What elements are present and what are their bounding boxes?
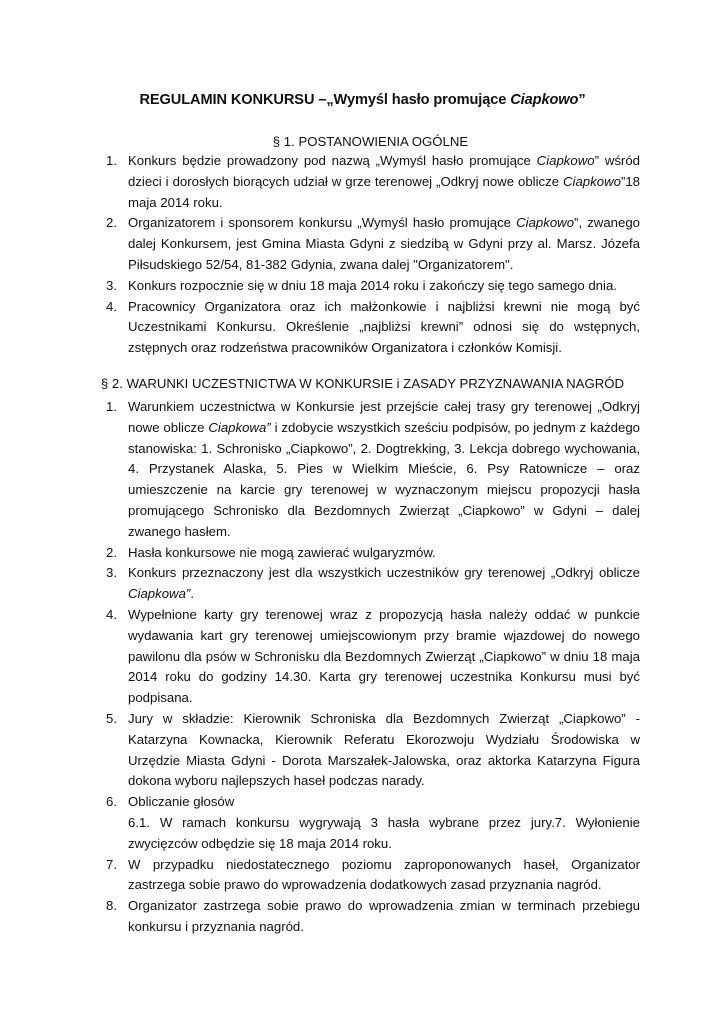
item-text: Konkurs przeznaczony jest dla wszystkich uczestników gry terenowej „Odkryj oblicze <box>128 565 640 581</box>
item-text: Jury w składzie: Kierownik Schroniska dla Bezdomnych Zwierząt „Ciapkowo” - Katarzyna Kownacka, Kierownik Referatu Ekorozwoju Wydziału Środowiska w Urzędzie Miasta Gdyni - Dorota Marszałek-Jalowska, oraz aktorka Katarzyna Figura dokona wyboru najlepszych haseł podczas narady. <box>128 710 640 789</box>
item-text: Hasła konkursowe nie mogą zawierać wulgaryzmów. <box>128 544 436 560</box>
item-text: Konkurs rozpocznie się w dniu 18 maja 2014 roku i zakończy się tego samego dnia. <box>128 277 617 293</box>
item-number: 4. <box>106 606 117 622</box>
item-text: . <box>190 586 194 602</box>
item-italic: Ciapkowa” <box>128 586 191 602</box>
list-item <box>106 792 640 854</box>
item-text: Warunkiem uczestnictwa w Konkursie jest przejście całej trasy gry terenowej „Odkryj nowe oblicze <box>128 399 640 435</box>
list-item <box>106 896 640 938</box>
item-italic: Ciapkowo <box>516 215 575 231</box>
item-number: 6. <box>106 794 117 810</box>
item-text: Konkurs będzie prowadzony pod nazwą „Wymyśl hasło promujące <box>128 153 537 168</box>
item-text: Wypełnione karty gry terenowej wraz z propozycją hasła należy oddać w punkcie wydawania kart gry terenowej umiejscowionym przy bramie wjazdowej do nowego pawilonu dla psów w Schronisku dla Bezdomnych Zwierząt „Ciapkowo” w dniu 18 maja 2014 roku do godziny 14.30. Karta gry terenowej uczestnika Konkursu musi być podpisana. <box>128 606 640 706</box>
item-text: Organizatorem i sponsorem konkursu „Wymyśl hasło promujące <box>128 215 517 231</box>
item-number: 2. <box>106 215 117 231</box>
list-item <box>106 151 640 213</box>
item-text: ”18 maja 2014 roku. <box>128 173 640 210</box>
item-number: 3. <box>106 565 117 581</box>
item-number: 1. <box>106 399 117 414</box>
list-item <box>106 276 640 297</box>
item-number: 3. <box>106 277 117 293</box>
item-text: i zdobycie wszystkich sześciu podpisów, po jednym z każdego stanowiska: 1. Schronisko „Ciapkowo”, 2. Dogtrekking, 3. Lekcja dobrego wychowania, 4. Przystanek Alaska, 5. Pies w Wielkim Mieście, 6. Psy Ratownicze – oraz umieszczenie na karcie gry terenowej w wyznaczonym miejscu propozycji hasła promującego Schronisko dla Bezdomnych Zwierząt „Ciapkowo” w Gdyni – dalej zwanego hasłem. <box>128 419 640 539</box>
item-text: Obliczanie głosów <box>128 794 235 810</box>
item-text: Organizator zastrzega sobie prawo do wprowadzenia zmian w terminach przebiegu konkursu i przyznania nagród. <box>128 898 640 934</box>
list-item <box>106 563 640 605</box>
item-number: 7. <box>106 856 117 872</box>
sub-item-text: 6.1. W ramach konkursu wygrywają 3 hasła wybrane przez jury.7. Wyłonienie zwycięzców odbędzie się 18 maja 2014 roku. <box>128 814 640 851</box>
section-2-list <box>106 397 640 938</box>
item-text: ” wśród dzieci i dorosłych biorących udział w grze terenowej „Odkryj nowe oblicze <box>128 153 640 189</box>
list-item <box>106 213 640 275</box>
item-text: ”, zwanego dalej Konkursem, jest Gmina Miasta Gdyni z siedzibą w Gdyni przy al. Marsz. Józefa Piłsudskiego 52/54, 81-382 Gdynia, zwana dalej "Organizatorem". <box>128 215 640 272</box>
list-item <box>106 543 640 564</box>
list-item <box>106 709 640 792</box>
item-number: 2. <box>106 544 117 560</box>
title-text: REGULAMIN KONKURSU –„Wymyśl hasło promujące <box>139 92 511 108</box>
list-item <box>106 297 640 359</box>
item-text: W przypadku niedostatecznego poziomu zaproponowanych haseł, Organizator zastrzega sobie prawo do wprowadzenia dodatkowych zasad przyznania nagród. <box>128 856 640 893</box>
item-number: 4. <box>106 298 117 314</box>
section-1-heading: § 1. POSTANOWIENIA OGÓLNE <box>272 134 469 149</box>
section-2-heading: § 2. WARUNKI UCZESTNICTWA W KONKURSIE i ZASADY PRZYZNAWANIA NAGRÓD <box>100 376 625 391</box>
item-italic: Ciapkowo <box>536 153 595 168</box>
document-title <box>0 90 725 110</box>
item-text: Pracownicy Organizatora oraz ich małżonkowie i najbliżsi krewni nie mogą być Uczestnikami Konkursu. Określenie „najbliżsi krewni” odnosi się do wstępnych, zstępnych oraz rodzeństwa pracowników Organizatora i członków Komisji. <box>128 298 640 356</box>
item-italic: Ciapkowo <box>563 173 621 189</box>
item-number: 1. <box>106 153 117 168</box>
list-item <box>106 397 640 543</box>
section-1-list <box>106 151 640 359</box>
list-item <box>106 855 640 897</box>
list-item <box>106 605 640 709</box>
title-suffix: ” <box>578 92 586 108</box>
item-number: 8. <box>106 898 117 914</box>
item-number: 5. <box>106 710 117 726</box>
title-italic: Ciapkowo <box>510 92 579 108</box>
item-italic: Ciapkowa” <box>208 419 271 435</box>
